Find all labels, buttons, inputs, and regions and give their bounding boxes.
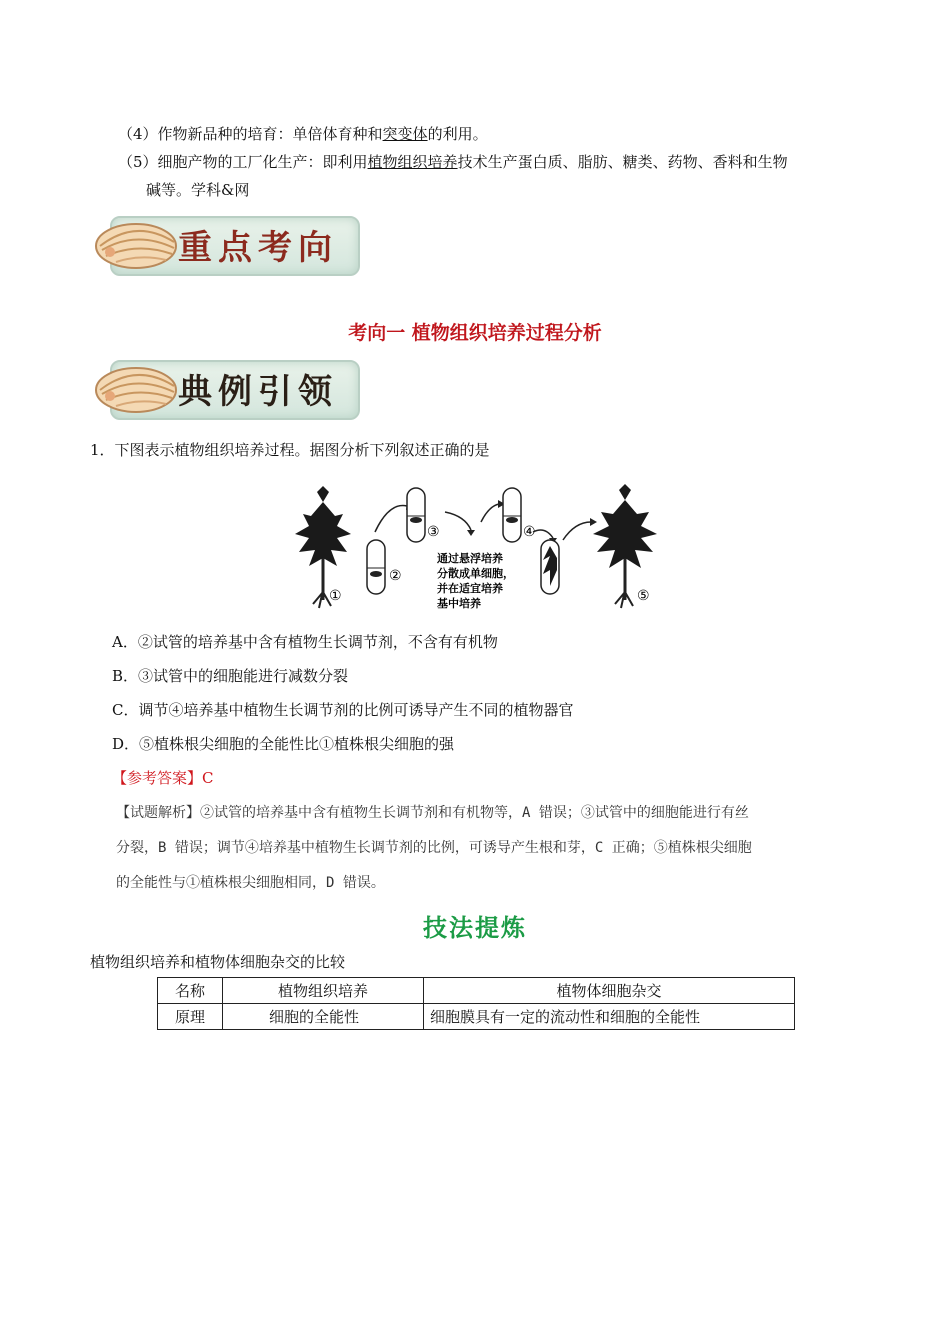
- option-b: B．③试管中的细胞能进行减数分裂: [112, 667, 349, 685]
- table-header-cell: 植物体细胞杂交: [424, 978, 795, 1004]
- underlined-term: 植物组织培养: [367, 153, 458, 171]
- banner-key-topics: [88, 208, 358, 280]
- option-c: C．调节④培养基中植物生长调节剂的比例可诱导产生不同的植物器官: [112, 701, 574, 719]
- skills-heading: 技法提炼: [423, 913, 527, 942]
- figure-label-3: ③: [427, 524, 440, 540]
- analysis-line: 分裂，B 错误；调节④培养基中植物生长调节剂的比例，可诱导产生根和芽，C 正确；⑤植株根尖细胞: [116, 840, 752, 856]
- intro-item-4-text: （4）作物新品种的培育：单倍体育种和: [118, 125, 383, 143]
- intro-item-4-suffix: 的利用。: [427, 125, 488, 143]
- section-heading: 考向一 植物组织培养过程分析: [348, 322, 602, 344]
- table-cell: 细胞的全能性: [223, 1004, 424, 1030]
- banner-title: 典例引领: [178, 372, 338, 412]
- tissue-culture-figure: [285, 482, 670, 610]
- answer-label: 【参考答案】: [112, 769, 203, 787]
- reference-answer: [112, 768, 214, 788]
- analysis-block: [116, 796, 876, 901]
- table-header-cell: 名称: [158, 978, 223, 1004]
- figure-label-1: ①: [329, 588, 342, 604]
- test-tube-icon: [541, 540, 559, 594]
- table-row: [158, 1004, 795, 1030]
- comparison-table: [157, 977, 795, 1030]
- shell-icon: [88, 212, 180, 276]
- banner-example: [88, 352, 358, 424]
- figure-label-5: ⑤: [637, 588, 650, 604]
- intro-item-4: [118, 124, 488, 144]
- option-a: A．②试管的培养基中含有植物生长调节剂，不含有有机物: [112, 633, 498, 651]
- answer-value: C: [202, 769, 214, 787]
- shell-icon: [88, 356, 180, 420]
- figure-caption-line: 基中培养: [437, 597, 481, 610]
- table-cell: 细胞膜具有一定的流动性和细胞的全能性: [424, 1004, 795, 1030]
- table-cell: 原理: [158, 1004, 223, 1030]
- plant-icon: [295, 486, 351, 608]
- intro-item-5-suffix: 技术生产蛋白质、脂肪、糖类、药物、香料和生物: [457, 153, 788, 171]
- test-tube-icon: [407, 488, 425, 542]
- test-tube-icon: [367, 540, 385, 594]
- figure-caption-line: 分散成单细胞，: [437, 567, 514, 580]
- figure-caption-line: 并在适宜培养: [437, 582, 503, 595]
- intro-item-5: [118, 152, 788, 172]
- analysis-line: 【试题解析】②试管的培养基中含有植物生长调节剂和有机物等，A 错误；③试管中的细胞能进行有丝: [116, 805, 749, 821]
- test-tube-icon: [503, 488, 521, 542]
- option-d: D．⑤植株根尖细胞的全能性比①植株根尖细胞的强: [112, 735, 455, 753]
- figure-caption-line: 通过悬浮培养: [437, 552, 503, 565]
- figure-label-2: ②: [389, 568, 402, 584]
- intro-item-5-text: （5）细胞产物的工厂化生产：即利用: [118, 153, 368, 171]
- intro-item-5-cont: 碱等。学科&网: [146, 181, 250, 199]
- table-caption: 植物组织培养和植物体细胞杂交的比较: [90, 953, 346, 971]
- banner-title: 重点考向: [178, 228, 338, 268]
- analysis-line: 的全能性与①植株根尖细胞相同，D 错误。: [116, 875, 385, 891]
- question-stem: 1．下图表示植物组织培养过程。据图分析下列叙述正确的是: [90, 441, 490, 459]
- underlined-term: 突变体: [382, 125, 428, 143]
- table-header-row: [158, 978, 795, 1004]
- figure-label-4: ④: [523, 524, 536, 540]
- table-header-cell: 植物组织培养: [223, 978, 424, 1004]
